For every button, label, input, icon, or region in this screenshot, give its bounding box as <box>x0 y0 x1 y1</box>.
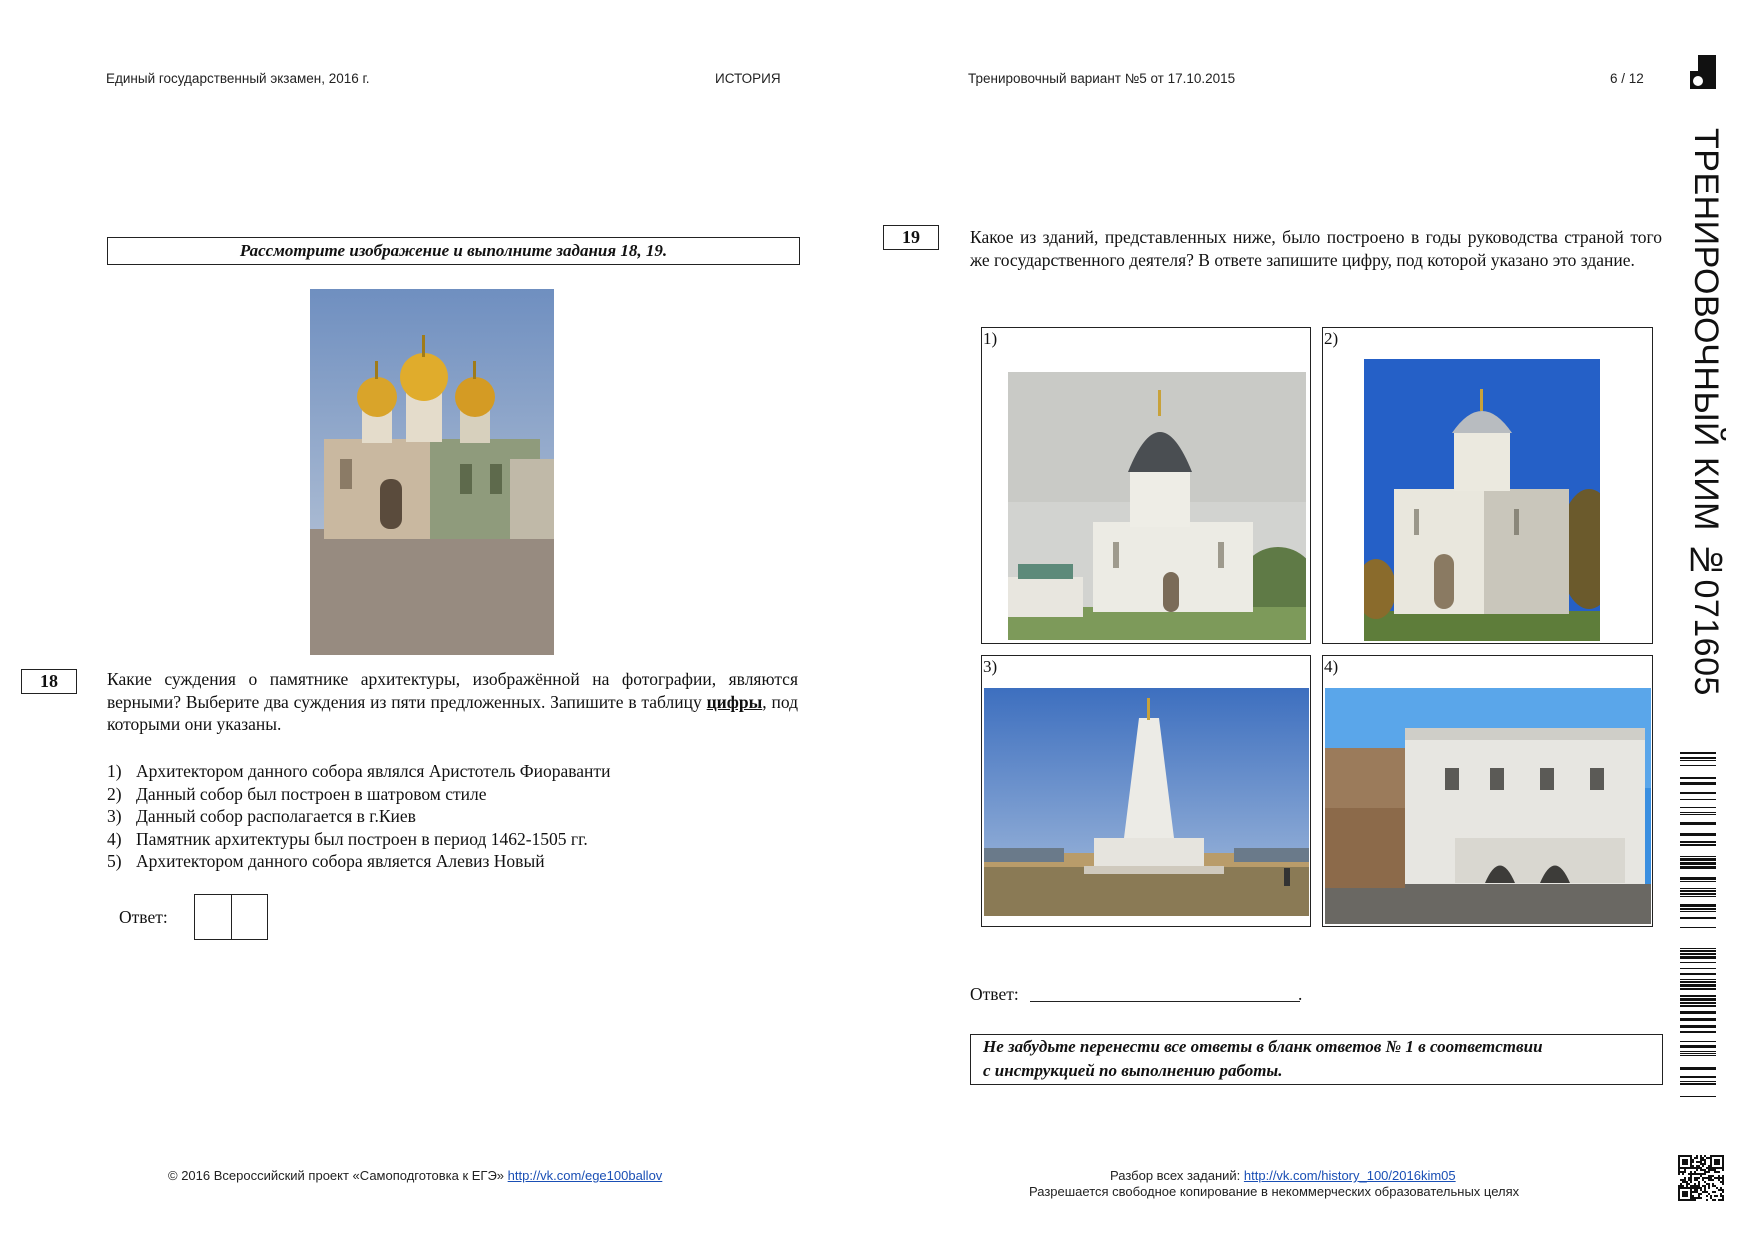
option-text: Архитектором данного собора является Алевиз Новый <box>136 851 545 871</box>
list-item <box>107 828 798 851</box>
task-18-options-list <box>107 760 798 873</box>
photo-label-2: 2) <box>1324 329 1339 348</box>
vertical-variant-title: ТРЕНИРОВОЧНЫЙ КИМ №071605 <box>1687 128 1725 696</box>
instruction-box <box>107 237 800 265</box>
instruction-text: Рассмотрите изображение и выполните задания 18, 19. <box>239 241 668 260</box>
answer-cell-2[interactable] <box>232 895 268 939</box>
photo-label-1: 1) <box>983 329 998 348</box>
option-text: Памятник архитектуры был построен в период 1462-1505 гг. <box>136 828 588 849</box>
photo-frame-1 <box>981 327 1311 644</box>
header-variant: Тренировочный вариант №5 от 17.10.2015 <box>968 71 1236 86</box>
list-item <box>107 850 798 873</box>
option-number: 5) <box>107 851 122 871</box>
task-18-answer-label: Ответ: <box>119 907 168 927</box>
header-page-number: 6 / 12 <box>1610 71 1644 86</box>
option-number: 3) <box>107 806 122 826</box>
list-item <box>107 805 798 828</box>
answer-cell-1[interactable] <box>195 895 232 939</box>
footer-copy-permission: Разрешается свободное копирование в некоммерческих образовательных целях <box>1029 1184 1520 1199</box>
header-exam-title: Единый государственный экзамен, 2016 г. <box>106 71 370 86</box>
option-number: 2) <box>107 783 122 804</box>
barcode <box>1680 752 1716 1100</box>
task-18-question <box>107 668 798 736</box>
photo-frame-2 <box>1322 327 1653 644</box>
photo-church-ascension-kolomenskoye <box>984 688 1309 916</box>
qr-code-icon <box>1678 1155 1724 1201</box>
photo-frame-4 <box>1322 655 1653 927</box>
task-19-answer-line[interactable] <box>1030 1001 1300 1002</box>
header-subject: ИСТОРИЯ <box>715 71 781 86</box>
photo-label-4: 4) <box>1324 657 1339 676</box>
photo-label-3: 3) <box>983 657 998 676</box>
corner-marker-icon <box>1690 55 1716 89</box>
reminder-line-1: Не забудьте перенести все ответы в бланк ответов № 1 в соответствии <box>983 1037 1543 1056</box>
list-item <box>107 760 798 783</box>
task-19-question: Какое из зданий, представленных ниже, было построено в годы руководства страной того же государственного деятеля? В ответе запишите цифру, под которой указано это здание. <box>970 227 1662 270</box>
task-18-number: 18 <box>21 669 77 694</box>
footer-link-ege100ballov[interactable]: http://vk.com/ege100ballov <box>507 1168 663 1183</box>
task-18-question-bold: цифры <box>706 691 763 712</box>
footer-right-line-1 <box>1110 1168 1456 1183</box>
task-19-answer-end: . <box>1298 984 1303 1004</box>
task-19-number: 19 <box>883 225 939 250</box>
list-item <box>107 783 798 806</box>
task-19-answer-label: Ответ: <box>970 984 1019 1004</box>
footer-analysis-label: Разбор всех заданий: <box>1110 1168 1244 1183</box>
option-text: Данный собор был построен в шатровом стиле <box>136 783 487 804</box>
photo-cathedral-st-demetrius <box>1364 359 1600 641</box>
reminder-line-2: с инструкцией по выполнению работы. <box>983 1061 1283 1080</box>
option-number: 4) <box>107 828 122 849</box>
cathedral-photo <box>310 289 554 655</box>
option-text: Данный собор располагается в г.Киев <box>136 806 416 826</box>
footer-left <box>168 1168 662 1183</box>
task-18-question-part1: Какие суждения о памятнике архитектуры, изображённой на фотографии, являются верными? Выберите два суждения из пяти предложенных. Запишите в таблицу <box>107 669 798 712</box>
option-text: Архитектором данного собора являлся Аристотель Фиораванти <box>136 761 611 781</box>
footer-link-history[interactable]: http://vk.com/history_100/2016kim05 <box>1243 1168 1456 1183</box>
reminder-box <box>970 1034 1663 1085</box>
task-18-answer-cells <box>194 894 268 940</box>
task-18-question-part2: , под которыми они указаны. <box>107 691 799 734</box>
photo-terem-palace <box>1325 688 1651 924</box>
photo-church-intercession <box>1008 372 1306 640</box>
option-number: 1) <box>107 761 122 781</box>
photo-frame-3 <box>981 655 1311 927</box>
footer-copyright: © 2016 Всероссийский проект «Самоподготовка к ЕГЭ» <box>168 1168 508 1183</box>
